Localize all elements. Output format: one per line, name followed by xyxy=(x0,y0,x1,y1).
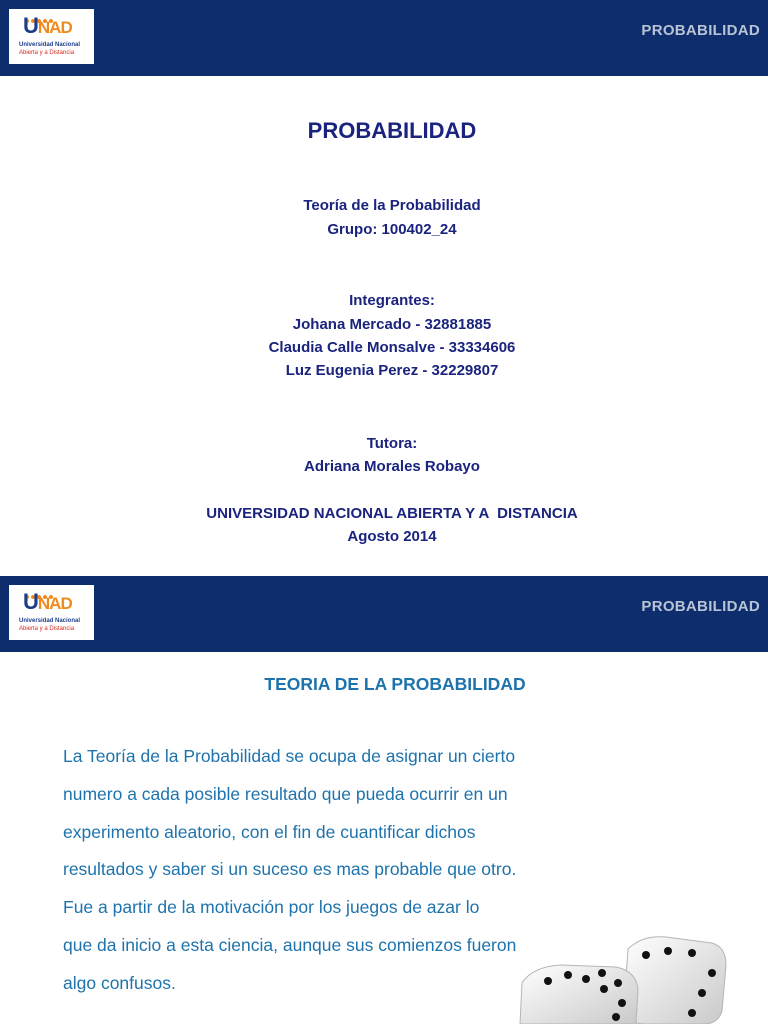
logo-subtitle: Universidad Nacional xyxy=(19,618,81,624)
member-2: Claudia Calle Monsalve - 33334606 xyxy=(268,339,516,356)
slide-header xyxy=(0,0,768,76)
university-name: UNIVERSIDAD NACIONAL ABIERTA Y A DISTANCIA xyxy=(206,505,578,522)
tutor-label: Tutora: xyxy=(366,435,418,452)
tutor-name: Adriana Morales Robayo xyxy=(304,458,480,475)
member-3: Luz Eugenia Perez - 32229807 xyxy=(285,362,499,379)
content-slide xyxy=(0,576,768,1024)
paragraph-line: Fue a partir de la motivación por los juegos de azar lo xyxy=(63,897,480,918)
member-1: Johana Mercado - 32881885 xyxy=(292,316,492,333)
cover-date: Agosto 2014 xyxy=(347,528,437,545)
slide-header xyxy=(0,576,768,652)
unad-logo xyxy=(9,9,94,64)
logo-subtitle-2: Abierta y a Distancia xyxy=(19,626,75,632)
logo-word: UNAD xyxy=(23,13,72,38)
unad-logo xyxy=(9,585,94,640)
content-heading: TEORIA DE LA PROBABILIDAD xyxy=(264,674,526,694)
logo-subtitle-2: Abierta y a Distancia xyxy=(19,50,75,56)
slide-gap xyxy=(0,568,768,576)
cover-title: PROBABILIDAD xyxy=(307,118,477,143)
paragraph-line: experimento aleatorio, con el fin de cuantificar dichos xyxy=(63,821,476,842)
paragraph-line: que da inicio a esta ciencia, aunque sus comienzos fueron xyxy=(63,934,517,955)
paragraph-line: numero a cada posible resultado que pueda ocurrir en un xyxy=(63,783,508,804)
paragraph-line: algo confusos. xyxy=(63,972,176,993)
logo-subtitle: Universidad Nacional xyxy=(19,42,81,48)
header-title: PROBABILIDAD xyxy=(641,22,760,39)
cover-subtitle: Teoría de la Probabilidad xyxy=(303,197,481,214)
cover-group: Grupo: 100402_24 xyxy=(327,221,457,238)
dice-icon xyxy=(516,931,768,1024)
content-paragraph xyxy=(63,738,583,1003)
members-label: Integrantes: xyxy=(349,292,435,309)
paragraph-line: resultados y saber si un suceso es mas probable que otro. xyxy=(63,859,517,880)
logo-word: UNAD xyxy=(23,589,72,614)
paragraph-line: La Teoría de la Probabilidad se ocupa de asignar un cierto xyxy=(63,746,516,766)
header-title: PROBABILIDAD xyxy=(641,598,760,615)
